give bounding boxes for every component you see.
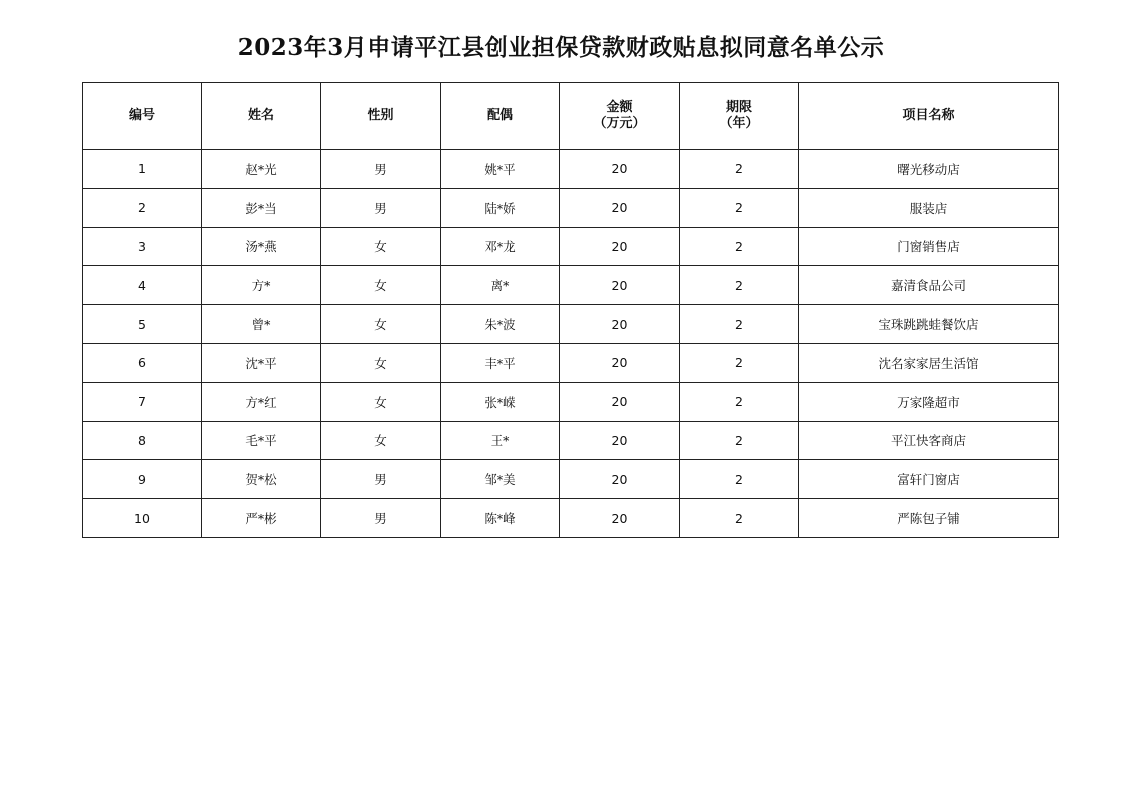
cell-project: 门窗销售店: [799, 227, 1059, 266]
cell-term: 2: [680, 343, 799, 382]
cell-spouse: 邹*美: [441, 460, 560, 499]
cell-no: 9: [83, 460, 202, 499]
cell-spouse: 离*: [441, 266, 560, 305]
header-amount: [560, 83, 680, 150]
table-row: [83, 266, 1059, 305]
cell-gender: 女: [321, 343, 441, 382]
cell-term: 2: [680, 227, 799, 266]
cell-project: 富轩门窗店: [799, 460, 1059, 499]
cell-term: 2: [680, 460, 799, 499]
cell-spouse: 朱*波: [441, 305, 560, 344]
cell-name: 贺*松: [202, 460, 321, 499]
table-header-row: [83, 83, 1059, 150]
cell-spouse: 丰*平: [441, 343, 560, 382]
cell-project: 严陈包子铺: [799, 499, 1059, 538]
cell-no: 5: [83, 305, 202, 344]
table-row: [83, 421, 1059, 460]
cell-term: 2: [680, 421, 799, 460]
table-row: [83, 460, 1059, 499]
cell-name: 方*红: [202, 382, 321, 421]
cell-name: 汤*燕: [202, 227, 321, 266]
cell-amount: 20: [560, 305, 680, 344]
cell-term: 2: [680, 266, 799, 305]
cell-no: 8: [83, 421, 202, 460]
cell-project: 平江快客商店: [799, 421, 1059, 460]
cell-gender: 男: [321, 499, 441, 538]
cell-spouse: 姚*平: [441, 150, 560, 189]
table-row: [83, 305, 1059, 344]
header-amount-label: 金额: [606, 100, 633, 115]
cell-term: 2: [680, 188, 799, 227]
cell-spouse: 邓*龙: [441, 227, 560, 266]
cell-amount: 20: [560, 343, 680, 382]
header-term-label: 期限: [725, 100, 752, 115]
cell-project: 宝珠跳跳蛙餐饮店: [799, 305, 1059, 344]
cell-term: 2: [680, 499, 799, 538]
cell-amount: 20: [560, 227, 680, 266]
header-spouse: 配偶: [441, 83, 560, 150]
cell-spouse: 王*: [441, 421, 560, 460]
cell-project: 曙光移动店: [799, 150, 1059, 189]
cell-no: 3: [83, 227, 202, 266]
table-body: [83, 150, 1059, 538]
cell-spouse: 陆*娇: [441, 188, 560, 227]
cell-project: 沈名家家居生活馆: [799, 343, 1059, 382]
header-term-unit: （年）: [719, 116, 759, 131]
cell-name: 严*彬: [202, 499, 321, 538]
cell-name: 毛*平: [202, 421, 321, 460]
cell-term: 2: [680, 150, 799, 189]
cell-amount: 20: [560, 150, 680, 189]
cell-project: 服装店: [799, 188, 1059, 227]
cell-gender: 女: [321, 227, 441, 266]
page-title: 2023年3月申请平江县创业担保贷款财政贴息拟同意名单公示: [237, 34, 885, 61]
cell-project: 万家隆超市: [799, 382, 1059, 421]
header-term: [680, 83, 799, 150]
cell-gender: 男: [321, 188, 441, 227]
cell-amount: 20: [560, 421, 680, 460]
cell-amount: 20: [560, 188, 680, 227]
cell-gender: 男: [321, 150, 441, 189]
cell-name: 赵*光: [202, 150, 321, 189]
applicant-table: [82, 82, 1059, 538]
cell-term: 2: [680, 382, 799, 421]
cell-gender: 女: [321, 382, 441, 421]
table-row: [83, 227, 1059, 266]
cell-amount: 20: [560, 266, 680, 305]
table-row: [83, 188, 1059, 227]
cell-no: 10: [83, 499, 202, 538]
cell-no: 6: [83, 343, 202, 382]
cell-spouse: 陈*峰: [441, 499, 560, 538]
cell-no: 2: [83, 188, 202, 227]
table-row: [83, 499, 1059, 538]
cell-name: 曾*: [202, 305, 321, 344]
cell-project: 嘉清食品公司: [799, 266, 1059, 305]
header-amount-unit: （万元）: [593, 116, 646, 131]
header-gender: 性别: [321, 83, 441, 150]
cell-no: 7: [83, 382, 202, 421]
cell-gender: 女: [321, 421, 441, 460]
cell-name: 彭*当: [202, 188, 321, 227]
cell-name: 方*: [202, 266, 321, 305]
cell-amount: 20: [560, 499, 680, 538]
header-project: 项目名称: [799, 83, 1059, 150]
cell-term: 2: [680, 305, 799, 344]
table-row: [83, 343, 1059, 382]
cell-no: 4: [83, 266, 202, 305]
cell-name: 沈*平: [202, 343, 321, 382]
table-row: [83, 150, 1059, 189]
header-no: 编号: [83, 83, 202, 150]
cell-no: 1: [83, 150, 202, 189]
cell-gender: 女: [321, 305, 441, 344]
cell-spouse: 张*嵘: [441, 382, 560, 421]
cell-amount: 20: [560, 460, 680, 499]
cell-gender: 男: [321, 460, 441, 499]
header-name: 姓名: [202, 83, 321, 150]
cell-gender: 女: [321, 266, 441, 305]
cell-amount: 20: [560, 382, 680, 421]
table-row: [83, 382, 1059, 421]
